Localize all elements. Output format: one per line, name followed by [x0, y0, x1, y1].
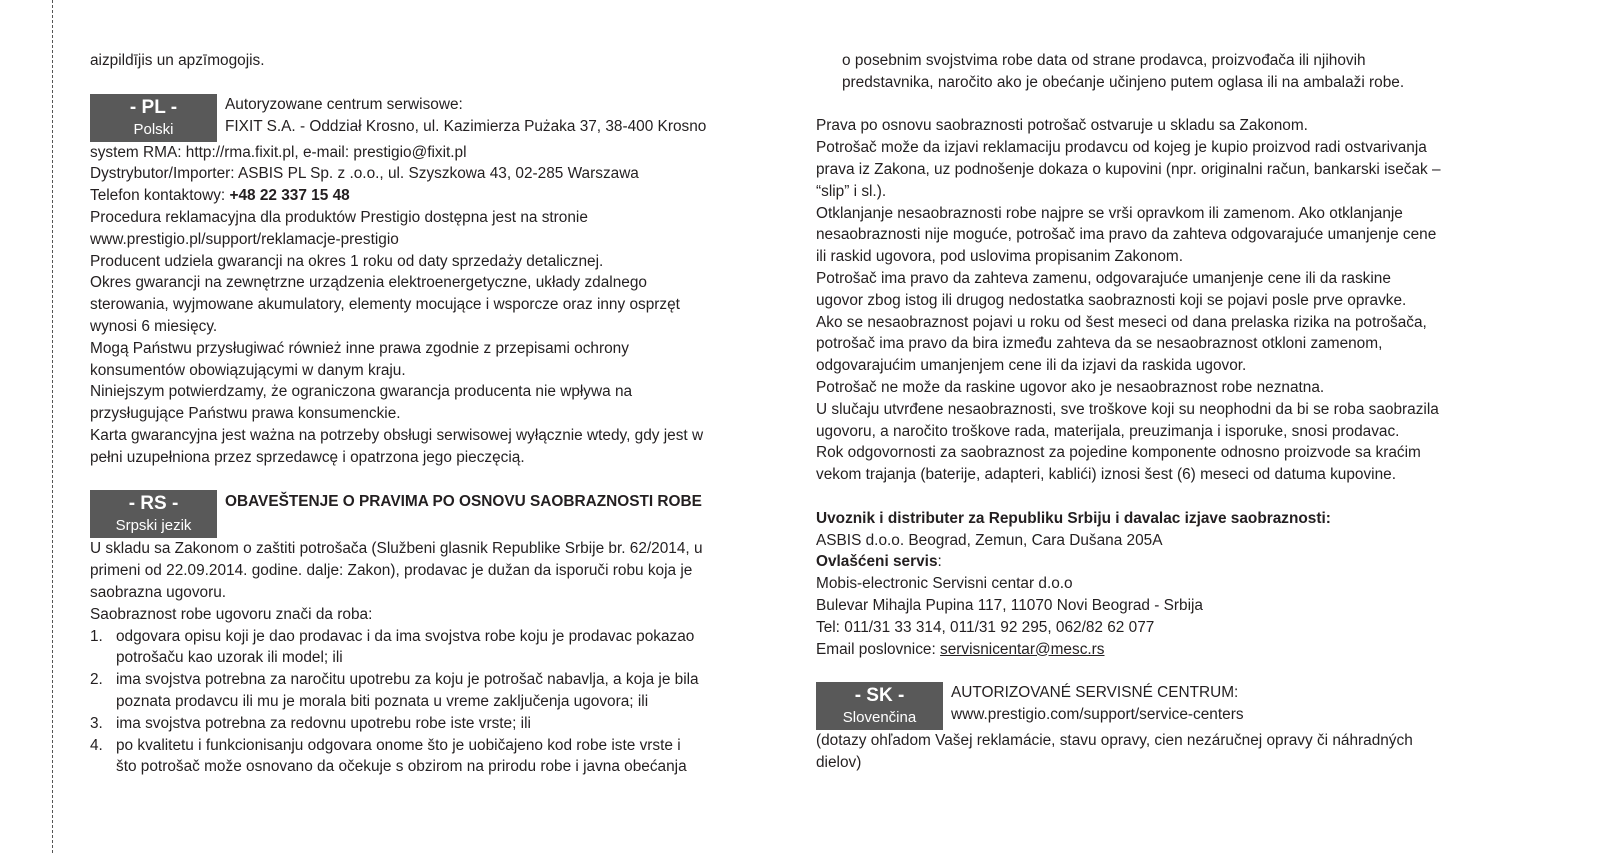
- sk-badge-code: - SK -: [854, 685, 905, 707]
- rs-service-tel: Tel: 011/31 33 314, 011/31 92 295, 062/82 62 077: [816, 618, 1155, 636]
- pl-badge-code: - PL -: [129, 96, 178, 118]
- rs-rights-line: prava iz Zakona, uz podnošenje dokaza o kupovini (npr. originalni račun, bankarski isečak –: [816, 160, 1441, 178]
- pl-procedure-line: Procedura reklamacyjna dla produktów Prestigio dostępna jest na stronie: [90, 208, 588, 226]
- rs-language-badge: [90, 490, 217, 538]
- rs-section-body: [90, 538, 780, 778]
- rs-rights-paragraphs: [816, 115, 1506, 486]
- rs-section-title: OBAVEŠTENJE O PRAVIMA PO OSNOVU SAOBRAZNOSTI ROBE: [225, 493, 702, 511]
- pl-phone-number: +48 22 337 15 48: [229, 187, 350, 205]
- rs-rights-line: odgovarajućim umanjenjem cene ili da izjavi da raskida ugovor.: [816, 357, 1247, 375]
- rs-item4-continuation: [816, 50, 1506, 94]
- sk-note-line: (dotazy ohľadom Vašej reklamácie, stavu opravy, cien nezáručnej opravy či náhradných: [816, 732, 1413, 750]
- rs-conformity-list: [90, 626, 780, 779]
- pl-section-header: [90, 94, 780, 142]
- list-item-text: što potrošač može osnovano da očekuje s obzirom na prirodu robe i javna obećanja: [116, 758, 687, 776]
- rs-rights-line: ugovor zbog istog ili drugog nedostatka saobraznosti koji se pojavi posle prve opravke.: [816, 291, 1407, 309]
- rs-law-line: primeni od 22.09.2014. godine. dalje: Zakon), prodavac je dužan da isporuči robu koja je: [90, 562, 693, 580]
- rs-law-line: U skladu sa Zakonom o zaštiti potrošača (Službeni glasnik Republike Srbije br. 62/2014, u: [90, 540, 703, 558]
- lv-intro-tail: aizpildījis un apzīmogojis.: [90, 52, 265, 69]
- pl-warranty: Producent udziela gwarancji na okres 1 roku od daty sprzedaży detalicznej.: [90, 252, 604, 270]
- pl-accessories-line: wynosi 6 miesięcy.: [90, 317, 218, 335]
- pl-accessories-line: Okres gwarancji na zewnętrzne urządzenia elektroenergetyczne, układy zdalnego: [90, 274, 647, 292]
- rs-badge-code: - RS -: [128, 493, 179, 515]
- pl-card-line: pełni uzupełniona przez sprzedawcę i opatrzona jego pieczęcią.: [90, 448, 525, 466]
- rs-importer-title-text: Uvoznik i distributer za Republiku Srbiju i davalac izjave saobraznosti:: [816, 509, 1331, 527]
- rs-law-line: saobrazna ugovoru.: [90, 583, 227, 601]
- sk-badge-language: Slovenčina: [842, 709, 917, 727]
- pl-section-body: [90, 142, 780, 469]
- rs-service-heading: [816, 551, 1506, 573]
- pl-procedure-url: www.prestigio.pl/support/reklamacje-prestigio: [90, 230, 399, 248]
- rs-rights-line: Prava po osnovu saobraznosti potrošač ostvaruje u skladu sa Zakonom.: [816, 117, 1308, 135]
- rs-rights-line: Otklanjanje nesaobraznosti robe najpre se vrši opravkom ili zamenom. Ako otklanjanje: [816, 204, 1403, 222]
- list-item: [90, 735, 780, 779]
- sk-note-line: dielov): [816, 753, 862, 771]
- pl-accessories-line: sterowania, wyjmowane akumulatory, elementy mocujące i wsporcze oraz inny osprzęt: [90, 296, 680, 314]
- rs-conformity-intro: Saobraznost robe ugovoru znači da roba:: [90, 605, 373, 623]
- rs-rights-line: potrošač ima pravo da bira između zahteva da se nesaobraznost otkloni zamenom,: [816, 335, 1383, 353]
- list-item: [90, 669, 780, 713]
- list-item-number: 3.: [90, 714, 103, 732]
- rs-email-link[interactable]: servisnicentar@mesc.rs: [940, 640, 1105, 658]
- rs-rights-line: ili raskid ugovora, pod uslovima propisanim Zakonom.: [816, 248, 1183, 266]
- list-item-number: 1.: [90, 627, 103, 645]
- sk-service-center-label: AUTORIZOVANÉ SERVISNÉ CENTRUM:: [951, 684, 1239, 702]
- cut-line: [52, 0, 53, 853]
- pl-language-badge: [90, 94, 217, 142]
- pl-rights-line: Mogą Państwu przysługiwać również inne prawa zgodnie z przepisami ochrony: [90, 339, 629, 357]
- list-item-text: predstavnika, naročito ako je obećanje učinjeno putem oglasa ili na ambalaži robe.: [842, 73, 1405, 91]
- rs-rights-line: nesaobraznosti nije moguće, potrošač ima pravo da zahteva odgovarajuće umanjenje cene: [816, 226, 1437, 244]
- pl-phone-label: Telefon kontaktowy:: [90, 187, 230, 205]
- rs-service-colon: :: [937, 553, 942, 571]
- pl-confirm-line: Niniejszym potwierdzamy, że ograniczona gwarancja producenta nie wpływa na: [90, 383, 633, 401]
- rs-rights-line: U slučaju utvrđene nesaobraznosti, sve troškove koji su neophodni da bi se roba saobrazila: [816, 400, 1439, 418]
- pl-rights-line: konsumentów obowiązującymi w danym kraju.: [90, 361, 406, 379]
- list-item: [90, 626, 780, 670]
- sk-language-badge: [816, 682, 943, 730]
- list-item-text: ima svojstva potrebna za redovnu upotrebu robe iste vrste; ili: [116, 714, 531, 732]
- list-item-text: poznata prodavcu ili mu je morala biti poznata u vreme zaključenja ugovora; ili: [116, 692, 649, 710]
- pl-phone: [90, 185, 780, 207]
- rs-rights-line: Ako se nesaobraznost pojavi u roku od šest meseci od dana prelaska rizika na potrošača,: [816, 313, 1427, 331]
- rs-section-header: [90, 490, 780, 538]
- rs-rights-line: Rok odgovornosti za saobraznost za pojedine komponente odnosno proizvode sa kraćim: [816, 444, 1421, 462]
- rs-service-address: Bulevar Mihajla Pupina 117, 11070 Novi Beograd - Srbija: [816, 596, 1203, 614]
- rs-rights-line: Potrošač može da izjavi reklamaciju prodavcu od kojeg je kupio proizvod radi ostvarivanja: [816, 139, 1427, 157]
- rs-badge-language: Srpski jezik: [115, 517, 192, 535]
- sk-service-center-url: www.prestigio.com/support/service-centers: [951, 706, 1244, 724]
- left-column: [90, 50, 780, 778]
- pl-rma: system RMA: http://rma.fixit.pl, e-mail: prestigio@fixit.pl: [90, 143, 467, 161]
- list-item-text: po kvalitetu i funkcionisanju odgovara onome što je uobičajeno kod robe iste vrste i: [116, 736, 681, 754]
- rs-email-label: Email poslovnice:: [816, 640, 941, 658]
- pl-confirm-line: przysługujące Państwu prawa konsumenckie.: [90, 405, 401, 423]
- rs-rights-line: Potrošač ima pravo da zahteva zamenu, odgovarajuće umanjenje cene ili da raskine: [816, 269, 1391, 287]
- right-column: [816, 50, 1506, 774]
- pl-service-center-address: FIXIT S.A. - Oddział Krosno, ul. Kazimierza Pużaka 37, 38-400 Krosno: [225, 117, 707, 135]
- list-item-number: 2.: [90, 671, 103, 689]
- rs-rights-line: vekom trajanja (baterije, adapteri, kablići) iznosi šest (6) meseci od datuma kupovine.: [816, 466, 1396, 484]
- list-item-text: odgovara opisu koji je dao prodavac i da ima svojstva robe koju je prodavac pokazao: [116, 627, 695, 645]
- pl-badge-language: Polski: [133, 120, 174, 138]
- sk-section-header: [816, 682, 1506, 730]
- pl-service-center-label: Autoryzowane centrum serwisowe:: [225, 95, 463, 113]
- rs-rights-line: “slip” i sl.).: [816, 182, 887, 200]
- rs-importer-title: [816, 508, 1506, 530]
- rs-rights-line: ugovoru, a naročito troškove rada, materijala, preuzimanja i isporuke, snosi prodavac.: [816, 422, 1400, 440]
- list-item-text: ima svojstva potrebna za naročitu upotrebu za koju je potrošač nabavlja, a koja je bila: [116, 671, 699, 689]
- rs-rights-line: Potrošač ne može da raskine ugovor ako je nesaobraznost robe neznatna.: [816, 378, 1325, 396]
- rs-importer-address: ASBIS d.o.o. Beograd, Zemun, Cara Dušana 205A: [816, 531, 1163, 549]
- rs-service-label: Ovlašćeni servis: [816, 553, 938, 571]
- pl-distributor: Dystrybutor/Importer: ASBIS PL Sp. z .o.o., ul. Szyszkowa 43, 02-285 Warszawa: [90, 165, 639, 183]
- list-item-text: potrošaču kao uzorak ili model; ili: [116, 649, 343, 667]
- pl-card-line: Karta gwarancyjna jest ważna na potrzeby obsługi serwisowej wyłącznie wtedy, gdy jest w: [90, 426, 704, 444]
- list-item-text: o posebnim svojstvima robe data od strane prodavca, proizvođača ili njihovih: [842, 52, 1366, 69]
- list-item: [90, 713, 780, 735]
- rs-service-email: [816, 639, 1506, 661]
- rs-service-name: Mobis-electronic Servisni centar d.o.o: [816, 575, 1073, 593]
- list-item-number: 4.: [90, 736, 103, 754]
